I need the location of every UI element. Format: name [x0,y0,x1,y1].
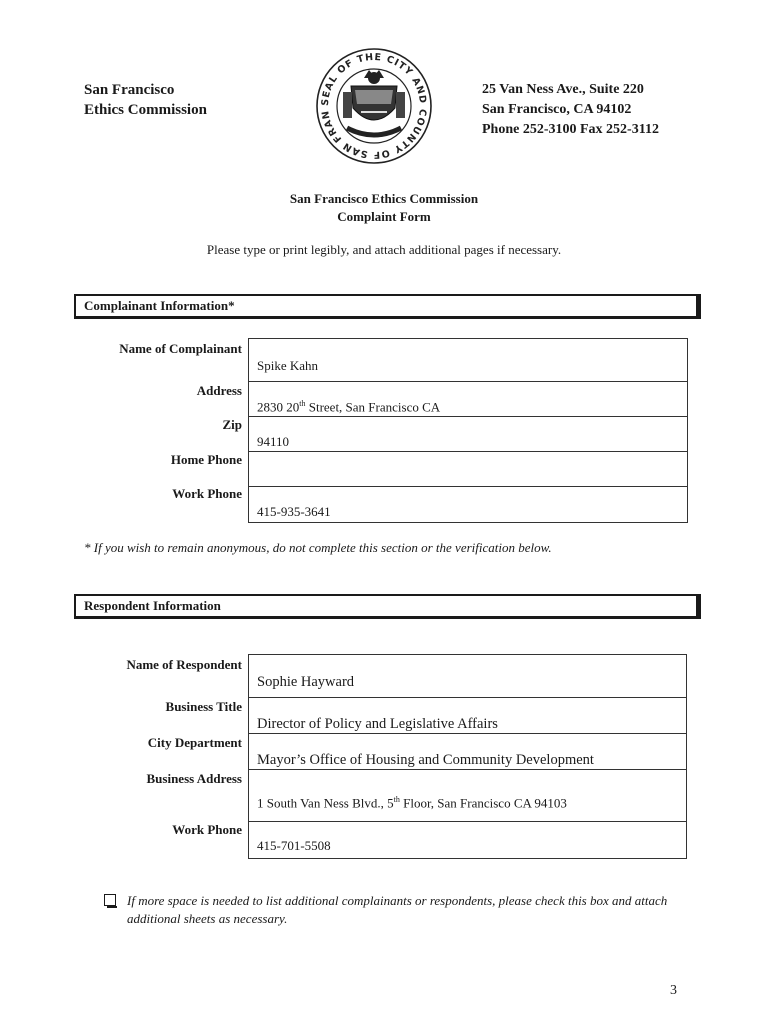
complainant-home-phone-field[interactable] [249,452,687,487]
respondent-name-value: Sophie Hayward [257,674,355,690]
complainant-zip-value: 94110 [257,434,290,449]
address-line2: San Francisco, CA 94102 [482,102,632,117]
complainant-section-header [74,294,701,319]
respondent-dept-label: City Department [147,735,242,750]
respondent-name-field[interactable] [249,655,686,698]
complainant-address-value: 2830 20th Street, San Francisco CA [257,399,441,415]
respondent-address-label: Business Address [146,771,242,786]
respondent-dept-field[interactable] [249,734,686,770]
complainant-fields [248,338,688,523]
form-instructions: Please type or print legibly, and attach additional pages if necessary. [206,242,562,257]
organization-name [84,80,207,120]
respondent-title-label: Business Title [165,699,242,714]
form-title-line1: San Francisco Ethics Commission [289,191,479,206]
phone-fax-line: Phone 252-3100 Fax 252-3112 [482,122,659,137]
respondent-section-header [74,594,701,619]
city-seal [309,46,439,166]
page-number: 3 [670,983,677,998]
respondent-address-value: 1 South Van Ness Blvd., 5th Floor, San Francisco CA 94103 [257,795,567,811]
complainant-work-phone-value: 415-935-3641 [257,504,331,519]
respondent-work-phone-field[interactable] [249,822,686,858]
org-name-line1: San Francisco [84,82,175,98]
organization-address [482,80,659,140]
complainant-work-phone-field[interactable] [249,487,687,522]
respondent-title-field[interactable] [249,698,686,734]
additional-sheets-checkbox[interactable] [104,894,116,906]
complainant-section-title: Complainant Information* [84,298,235,313]
complainant-work-phone-label: Work Phone [172,486,242,501]
respondent-section-title: Respondent Information [84,598,221,613]
complainant-address-label: Address [196,383,242,398]
complainant-name-value: Spike Kahn [257,358,319,373]
respondent-dept-value: Mayor’s Office of Housing and Community Development [257,752,594,768]
respondent-work-phone-label: Work Phone [172,822,242,837]
address-line1: 25 Van Ness Ave., Suite 220 [482,82,644,97]
additional-sheets-note: If more space is needed to list additional complainants or respondents, please check this box and attach additional sheets as necessary. [127,893,668,926]
complainant-home-phone-label: Home Phone [170,452,242,467]
seal-lettering: SEAL OF THE CITY AND COUNTY OF SAN FRAN [319,51,429,161]
respondent-name-label: Name of Respondent [126,657,242,672]
respondent-work-phone-value: 415-701-5508 [257,838,331,853]
org-name-line2: Ethics Commission [84,102,207,118]
respondent-title-value: Director of Policy and Legislative Affairs [257,716,498,732]
respondent-fields [248,654,687,859]
complainant-name-label: Name of Complainant [119,341,242,356]
complainant-zip-field[interactable] [249,417,687,452]
respondent-address-field[interactable] [249,770,686,822]
complainant-zip-label: Zip [222,417,242,432]
seal-icon [309,46,439,166]
complainant-address-field[interactable] [249,382,687,417]
complainant-name-field[interactable] [249,339,687,382]
form-title [0,190,768,226]
form-title-line2: Complaint Form [337,209,431,224]
anonymous-note: * If you wish to remain anonymous, do not complete this section or the verification below. [84,540,552,555]
